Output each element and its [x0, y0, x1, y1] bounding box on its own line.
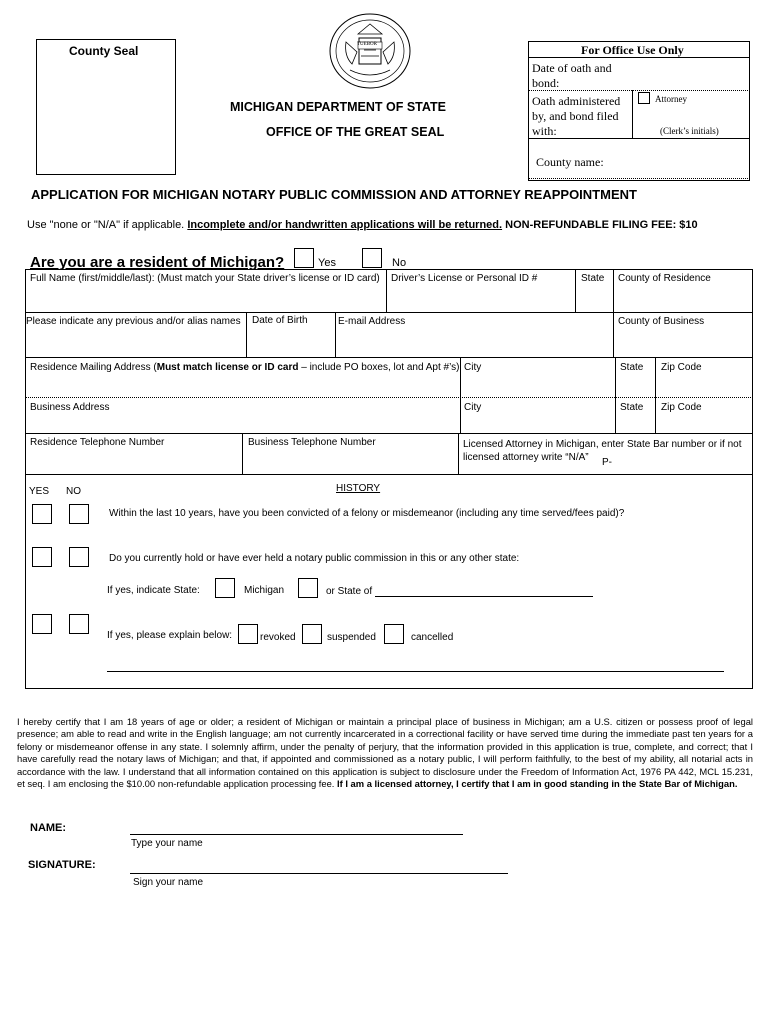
state-seal-icon: [328, 12, 412, 90]
q1-yes-checkbox[interactable]: [32, 504, 52, 524]
suspended-checkbox[interactable]: [302, 624, 322, 644]
county-residence-field[interactable]: County of Residence: [618, 273, 711, 284]
q2-no-checkbox[interactable]: [69, 547, 89, 567]
q2-yes-checkbox[interactable]: [32, 547, 52, 567]
signature-line[interactable]: [130, 873, 508, 874]
history-title: HISTORY: [336, 483, 381, 494]
resident-no-label: No: [392, 257, 407, 269]
county-name-label: County name:: [536, 155, 604, 169]
residence-state-field[interactable]: State: [620, 362, 644, 373]
cancelled-checkbox[interactable]: [384, 624, 404, 644]
county-business-field[interactable]: County of Business: [618, 316, 705, 327]
instructions: [27, 219, 698, 231]
q3-no-checkbox[interactable]: [69, 614, 89, 634]
state-michigan-label: Michigan: [244, 585, 285, 596]
department-name: MICHIGAN DEPARTMENT OF STATE: [230, 100, 446, 114]
office-use-title: For Office Use Only: [581, 43, 684, 57]
attorney-bar-field[interactable]: Licensed Attorney in Michigan, enter State Bar number or if not: [463, 439, 742, 450]
state-other-checkbox[interactable]: [298, 578, 318, 598]
residence-city-field[interactable]: City: [464, 362, 482, 373]
certification-statement: [17, 716, 753, 790]
oath-admin-label: Oath administered: [532, 94, 621, 108]
clerk-initials-label: (Clerk’s initials): [660, 126, 719, 136]
other-state-line[interactable]: [375, 596, 593, 597]
certification-text: I hereby certify that I am 18 years of age or older; a resident of Michigan or maintain a principal place of business in Michigan; am a U.S. citizen or possess proof of legal presence; am able to read and write in the English language; am not currently incarcerated in a correctional facility or have served time during the immediate past ten years for a felony or misdemeanor offense in any state. I solemnly affirm, under the penalty of perjury, that the information provided in this application is true, complete, and correct; that I have carefully read the notary laws of Michigan; and that, if appointed and commissioned as a notary public, I will perform faithfully, to the best of my ability, all notarial acts in accordance with the law. I understand that all information contained on this application is subject to disclosure under the Freedom of Information Act, 1976 PA 442, MCL 15.231, et seq. I am enclosing the $10.00 non-refundable application processing fee.: [17, 716, 753, 790]
residence-address-field[interactable]: [30, 362, 459, 373]
resident-yes-label: Yes: [318, 257, 336, 269]
office-attorney-checkbox[interactable]: [638, 92, 650, 104]
history-yes-header: YES: [29, 486, 50, 497]
attorney-bar-field-2: licensed attorney write “N/A”: [463, 452, 589, 463]
q3-yes-checkbox[interactable]: [32, 614, 52, 634]
history-question-1: Within the last 10 years, have you been convicted of a felony or misdemeanor (including any time served/fees paid)?: [109, 508, 625, 519]
dob-field[interactable]: Date of Birth: [252, 315, 308, 326]
revoked-checkbox[interactable]: [238, 624, 258, 644]
oath-admin-label-2: by, and bond filed: [532, 109, 619, 123]
seal-motto: TUEBOR: [357, 42, 377, 47]
res-address-bold: Must match license or ID card: [156, 362, 299, 373]
license-state-field[interactable]: State: [581, 273, 605, 284]
office-name: OFFICE OF THE GREAT SEAL: [266, 125, 445, 139]
if-yes-explain-label: If yes, please explain below:: [107, 630, 233, 641]
res-address-text-1: Residence Mailing Address (: [30, 362, 157, 373]
suspended-label: suspended: [327, 632, 376, 643]
form-title: APPLICATION FOR MICHIGAN NOTARY PUBLIC COMMISSION AND ATTORNEY REAPPOINTMENT: [31, 187, 637, 202]
business-phone-field[interactable]: Business Telephone Number: [248, 437, 376, 448]
history-question-2: Do you currently hold or have ever held a notary public commission in this or any other state:: [109, 553, 520, 564]
business-city-field[interactable]: City: [464, 402, 482, 413]
cancelled-label: cancelled: [411, 632, 454, 643]
alias-field[interactable]: Please indicate any previous and/or alias names: [26, 316, 241, 327]
sign-name-hint: Sign your name: [133, 877, 204, 888]
residence-phone-field[interactable]: Residence Telephone Number: [30, 437, 165, 448]
email-field[interactable]: E-mail Address: [338, 316, 406, 327]
resident-question: Are you are a resident of Michigan?: [30, 254, 285, 271]
office-attorney-label: Attorney: [655, 94, 687, 104]
filing-fee: NON-REFUNDABLE FILING FEE: $10: [505, 219, 698, 231]
type-name-hint: Type your name: [131, 838, 203, 849]
attorney-p-prefix: P-: [602, 457, 612, 468]
residence-zip-field[interactable]: Zip Code: [661, 362, 702, 373]
history-no-header: NO: [66, 486, 81, 497]
name-label: NAME:: [30, 822, 67, 834]
full-name-field[interactable]: Full Name (first/middle/last): (Must match your State driver’s license or ID card): [30, 273, 380, 284]
county-seal-box: [36, 39, 176, 175]
resident-no-checkbox[interactable]: [362, 248, 382, 268]
instructions-na: Use "none or "N/A" if applicable.: [27, 219, 185, 231]
business-zip-field[interactable]: Zip Code: [661, 402, 702, 413]
instructions-warning: Incomplete and/or handwritten applications will be returned.: [187, 219, 503, 231]
business-address-field[interactable]: Business Address: [30, 402, 110, 413]
date-oath-label-2: bond:: [532, 76, 560, 90]
county-seal-label: County Seal: [69, 44, 139, 58]
res-address-text-2: – include PO boxes, lot and Apt #’s): [298, 362, 460, 373]
resident-yes-checkbox[interactable]: [294, 248, 314, 268]
name-line[interactable]: [130, 834, 463, 835]
explanation-line[interactable]: [107, 671, 724, 672]
revoked-label: revoked: [260, 632, 296, 643]
q1-no-checkbox[interactable]: [69, 504, 89, 524]
date-oath-label: Date of oath and: [532, 61, 612, 75]
state-michigan-checkbox[interactable]: [215, 578, 235, 598]
signature-label: SIGNATURE:: [28, 859, 96, 871]
license-field[interactable]: Driver’s License or Personal ID #: [391, 273, 538, 284]
or-state-label: or State of: [326, 586, 373, 597]
oath-admin-label-3: with:: [532, 124, 557, 138]
certification-attorney: If I am a licensed attorney, I certify that I am in good standing in the State Bar of Michigan.: [337, 778, 738, 790]
business-state-field[interactable]: State: [620, 402, 644, 413]
if-yes-state-label: If yes, indicate State:: [107, 585, 200, 596]
